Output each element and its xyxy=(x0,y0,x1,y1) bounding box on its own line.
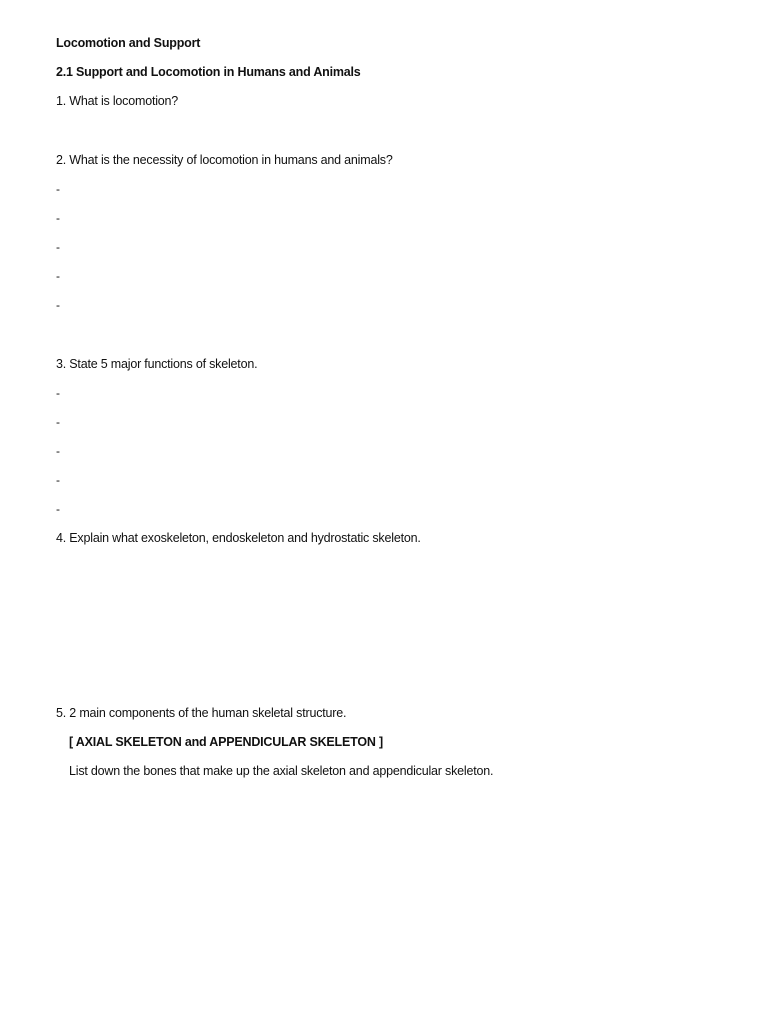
question-3-answer-line: - xyxy=(56,502,60,516)
question-2-answer-line: - xyxy=(56,269,60,283)
question-3-answer-line: - xyxy=(56,473,60,487)
question-1: 1. What is locomotion? xyxy=(56,94,179,108)
question-3-answer-line: - xyxy=(56,444,60,458)
question-5: 5. 2 main components of the human skeletal structure. xyxy=(56,706,347,720)
section-heading: 2.1 Support and Locomotion in Humans and Animals xyxy=(56,65,361,79)
question-3: 3. State 5 major functions of skeleton. xyxy=(56,357,258,371)
question-3-answer-line: - xyxy=(56,386,60,400)
question-2-answer-line: - xyxy=(56,182,60,196)
question-2-answer-line: - xyxy=(56,211,60,225)
worksheet-title: Locomotion and Support xyxy=(56,36,201,50)
question-4: 4. Explain what exoskeleton, endoskeleton and hydrostatic skeleton. xyxy=(56,531,421,545)
question-3-answer-line: - xyxy=(56,415,60,429)
skeleton-components: [ AXIAL SKELETON and APPENDICULAR SKELETON ] xyxy=(69,735,383,749)
question-2-answer-line: - xyxy=(56,298,60,312)
question-5-instruction: List down the bones that make up the axial skeleton and appendicular skeleton. xyxy=(69,764,494,778)
question-2-answer-line: - xyxy=(56,240,60,254)
question-2: 2. What is the necessity of locomotion in humans and animals? xyxy=(56,153,393,167)
